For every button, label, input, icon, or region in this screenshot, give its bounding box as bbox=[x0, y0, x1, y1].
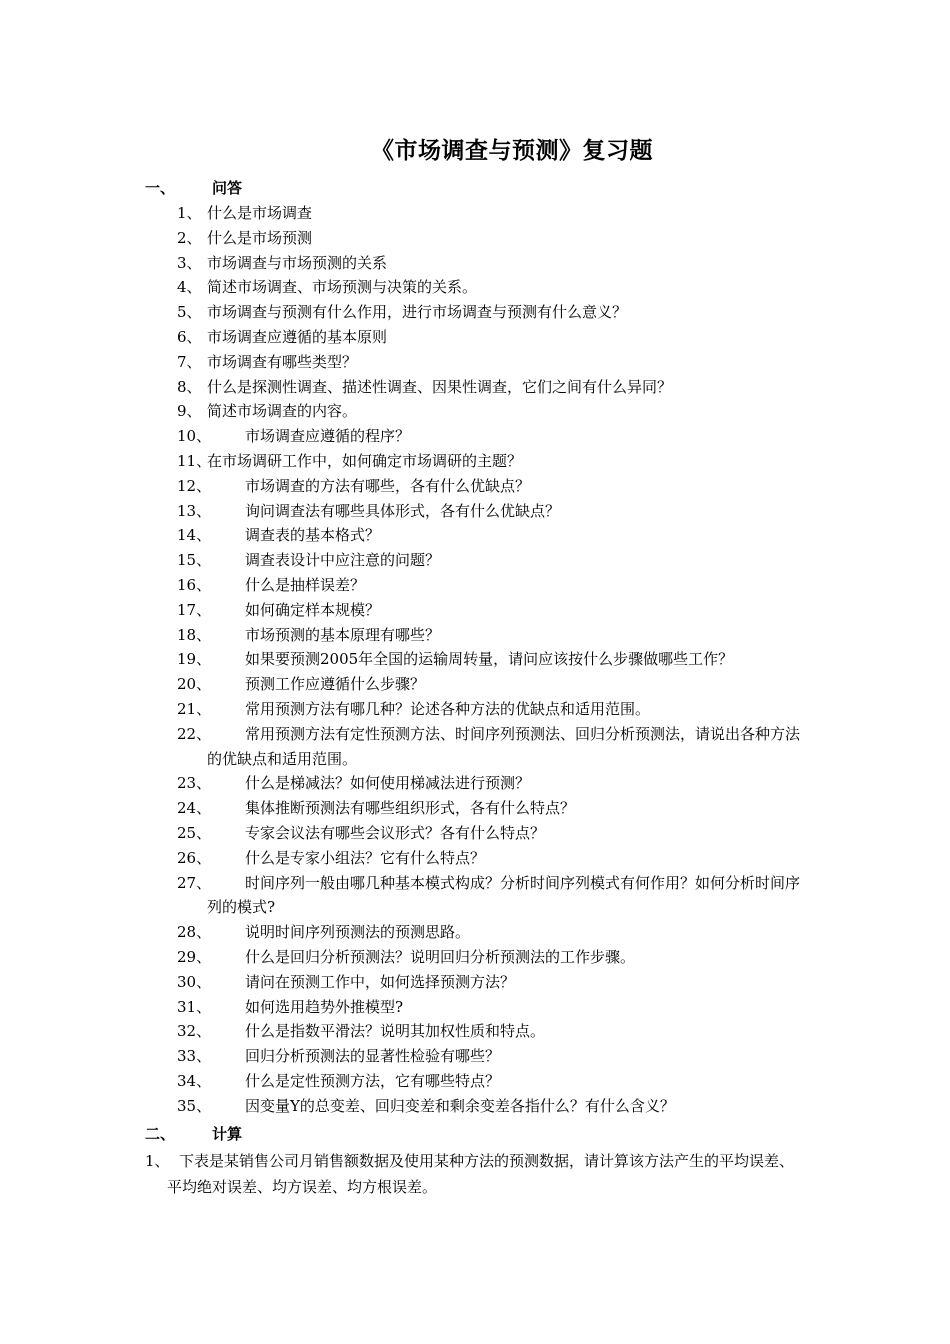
question-number: 16、 bbox=[177, 575, 212, 594]
question-number: 20、 bbox=[177, 675, 212, 694]
list-item bbox=[177, 598, 807, 623]
question-text: 如果要预测2005年全国的运输周转量，请问应该按什么步骤做哪些工作？ bbox=[245, 650, 734, 669]
list-item bbox=[177, 449, 807, 474]
question-number: 23、 bbox=[177, 774, 212, 793]
section-number: 一、 bbox=[145, 179, 176, 197]
question-text: 简述市场调查、市场预测与决策的关系。 bbox=[207, 278, 478, 297]
question-number: 5、 bbox=[177, 303, 202, 322]
question-text: 如何选用趋势外推模型? bbox=[245, 997, 404, 1016]
question-number: 6、 bbox=[177, 327, 202, 346]
list-item bbox=[177, 548, 807, 573]
question-number: 13、 bbox=[177, 501, 212, 520]
list-item bbox=[177, 920, 807, 945]
question-number: 29、 bbox=[177, 947, 212, 966]
question-number: 18、 bbox=[177, 625, 212, 644]
list-item bbox=[177, 821, 807, 846]
list-item bbox=[177, 796, 807, 821]
question-list bbox=[177, 201, 807, 1118]
list-item bbox=[177, 945, 807, 970]
question-number: 25、 bbox=[177, 823, 212, 842]
list-item bbox=[177, 375, 807, 400]
list-item bbox=[177, 499, 807, 524]
list-item bbox=[177, 300, 807, 325]
calc-item-text: 下表是某销售公司月销售额数据及使用某种方法的预测数据，请计算该方法产生的平均误差、平均绝对误差、均方误差、均方根误差。 bbox=[167, 1152, 795, 1196]
question-text: 市场调查的方法有哪些，各有什么优缺点？ bbox=[245, 476, 531, 495]
list-item bbox=[177, 995, 807, 1020]
question-text: 什么是专家小组法？它有什么特点？ bbox=[245, 848, 486, 867]
question-text: 调查表设计中应注意的问题？ bbox=[245, 551, 441, 570]
list-item bbox=[177, 970, 807, 995]
list-item bbox=[177, 1094, 807, 1119]
list-item bbox=[177, 325, 807, 350]
list-item bbox=[177, 251, 807, 276]
list-item bbox=[177, 523, 807, 548]
question-number: 9、 bbox=[177, 402, 202, 421]
question-text: 调查表的基本格式？ bbox=[245, 526, 381, 545]
list-item bbox=[177, 275, 807, 300]
question-text: 市场预测的基本原理有哪些？ bbox=[245, 625, 441, 644]
list-item bbox=[177, 350, 807, 375]
list-item bbox=[177, 771, 807, 796]
question-number: 3、 bbox=[177, 253, 202, 272]
list-item bbox=[177, 424, 807, 449]
question-number: 24、 bbox=[177, 799, 212, 818]
question-text: 什么是市场预测 bbox=[207, 228, 313, 247]
question-text: 请问在预测工作中，如何选择预测方法？ bbox=[245, 972, 516, 991]
question-text: 常用预测方法有定性预测方法、时间序列预测法、回归分析预测法，请说出各种方法的优缺点和适用范围。 bbox=[207, 724, 801, 768]
question-number: 32、 bbox=[177, 1022, 212, 1041]
list-item bbox=[177, 226, 807, 251]
question-number: 28、 bbox=[177, 923, 212, 942]
list-item bbox=[177, 623, 807, 648]
list-item bbox=[177, 672, 807, 697]
list-item bbox=[177, 399, 807, 424]
question-text: 回归分析预测法的显著性检验有哪些？ bbox=[245, 1047, 501, 1066]
question-number: 21、 bbox=[177, 699, 212, 718]
question-text: 什么是定性预测方法，它有哪些特点？ bbox=[245, 1071, 501, 1090]
calc-item bbox=[145, 1148, 807, 1200]
question-number: 17、 bbox=[177, 600, 212, 619]
question-number: 4、 bbox=[177, 278, 202, 297]
question-text: 市场调查与预测有什么作用，进行市场调查与预测有什么意义？ bbox=[207, 303, 628, 322]
question-text: 什么是回归分析预测法？说明回归分析预测法的工作步骤。 bbox=[245, 947, 636, 966]
question-number: 2、 bbox=[177, 228, 202, 247]
calc-item-number: 1、 bbox=[145, 1152, 170, 1170]
question-number: 7、 bbox=[177, 352, 202, 371]
document-title: 《市场调查与预测》复习题 bbox=[371, 137, 653, 164]
list-item bbox=[177, 1019, 807, 1044]
question-number: 27、 bbox=[177, 873, 212, 892]
list-item bbox=[177, 647, 807, 672]
question-text: 市场调查应遵循的基本原则 bbox=[207, 327, 388, 346]
question-text: 什么是市场调查 bbox=[207, 204, 313, 222]
section-title: 问答 bbox=[212, 179, 243, 197]
question-text: 市场调查有哪些类型？ bbox=[207, 352, 358, 371]
question-number: 34、 bbox=[177, 1071, 212, 1090]
question-number: 22、 bbox=[177, 724, 212, 743]
section-heading-qa bbox=[145, 178, 242, 198]
question-text: 时间序列一般由哪几种基本模式构成？分析时间序列模式有何作用？如何分析时间序列的模式? bbox=[207, 873, 801, 917]
question-text: 市场调查与市场预测的关系 bbox=[207, 253, 388, 272]
question-number: 33、 bbox=[177, 1047, 212, 1066]
question-text: 询问调查法有哪些具体形式，各有什么优缺点？ bbox=[245, 501, 561, 520]
question-number: 1、 bbox=[177, 204, 202, 222]
question-text: 因变量Y的总变差、回归变差和剩余变差各指什么？有什么含义？ bbox=[245, 1096, 675, 1115]
list-item bbox=[177, 846, 807, 871]
list-item bbox=[177, 1044, 807, 1069]
question-number: 8、 bbox=[177, 377, 202, 396]
question-text: 什么是指数平滑法？说明其加权性质和特点。 bbox=[245, 1022, 546, 1041]
question-number: 19、 bbox=[177, 650, 212, 669]
section-title: 计算 bbox=[212, 1125, 243, 1143]
question-text: 什么是抽样误差？ bbox=[245, 575, 366, 594]
question-text: 什么是探测性调查、描述性调查、因果性调查，它们之间有什么异同？ bbox=[207, 377, 673, 396]
list-item bbox=[177, 722, 807, 772]
question-text: 预测工作应遵循什么步骤？ bbox=[245, 675, 426, 694]
question-number: 10、 bbox=[177, 427, 212, 446]
question-text: 如何确定样本规模？ bbox=[245, 600, 381, 619]
question-number: 35、 bbox=[177, 1096, 212, 1115]
list-item bbox=[177, 1069, 807, 1094]
question-number: 30、 bbox=[177, 972, 212, 991]
question-text: 简述市场调查的内容。 bbox=[207, 402, 358, 421]
question-number: 15、 bbox=[177, 551, 212, 570]
question-text: 什么是梯减法？如何使用梯减法进行预测？ bbox=[245, 774, 531, 793]
question-text: 集体推断预测法有哪些组织形式，各有什么特点？ bbox=[245, 799, 576, 818]
list-item bbox=[177, 474, 807, 499]
section-number: 二、 bbox=[145, 1125, 176, 1143]
list-item bbox=[177, 697, 807, 722]
question-text: 在市场调研工作中，如何确定市场调研的主题？ bbox=[207, 451, 523, 470]
question-text: 说明时间序列预测法的预测思路。 bbox=[245, 923, 471, 942]
section-heading-calc bbox=[145, 1124, 242, 1144]
question-number: 31、 bbox=[177, 997, 212, 1016]
question-number: 26、 bbox=[177, 848, 212, 867]
list-item bbox=[177, 871, 807, 921]
list-item bbox=[177, 573, 807, 598]
question-number: 11、 bbox=[177, 451, 212, 470]
list-item bbox=[177, 201, 807, 226]
question-text: 常用预测方法有哪几种？论述各种方法的优缺点和适用范围。 bbox=[245, 699, 651, 718]
question-number: 12、 bbox=[177, 476, 212, 495]
question-text: 专家会议法有哪些会议形式？各有什么特点？ bbox=[245, 823, 546, 842]
question-number: 14、 bbox=[177, 526, 212, 545]
question-text: 市场调查应遵循的程序？ bbox=[245, 427, 411, 446]
